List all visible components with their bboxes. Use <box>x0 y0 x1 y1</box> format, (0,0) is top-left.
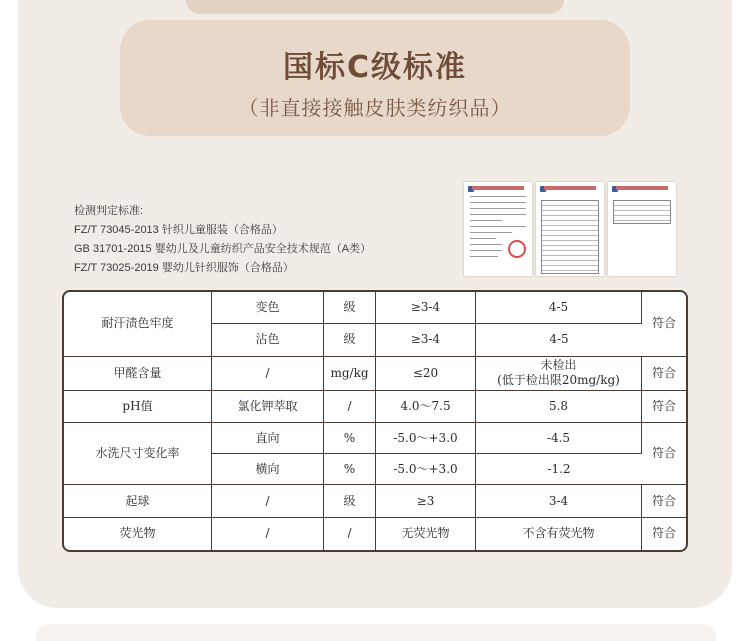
standard-item: FZ/T 73045-2013 针织儿童服装（合格品） <box>74 224 283 236</box>
standard-cell: ≥3-4 <box>376 292 476 324</box>
verdict-cell: 符合 <box>642 357 686 391</box>
sub-item-cell: / <box>212 518 324 550</box>
standard-cell: -5.0～+3.0 <box>376 454 476 485</box>
page-title: 国标C级标准 <box>282 50 468 85</box>
table-row <box>64 485 686 517</box>
item-cell: 甲醛含量 <box>64 357 212 391</box>
result-cell: 4-5 <box>476 324 642 356</box>
result-cell <box>476 357 642 391</box>
verdict-cell: 符合 <box>642 485 686 517</box>
test-report-thumbnails <box>464 182 676 276</box>
standard-cell: ≥3-4 <box>376 324 476 356</box>
test-report-page-3 <box>608 182 676 276</box>
item-cell: pH值 <box>64 391 212 423</box>
standards-list <box>74 202 371 278</box>
standard-cell: -5.0～+3.0 <box>376 423 476 454</box>
standard-item: GB 31701-2015 婴幼儿及儿童纺织产品安全技术规范（A类） <box>74 243 372 255</box>
standard-cell: 无荧光物 <box>376 518 476 550</box>
next-section-edge <box>36 624 716 641</box>
standard-cell: 4.0～7.5 <box>376 391 476 423</box>
unit-cell: % <box>324 454 376 485</box>
result-cell: -4.5 <box>476 423 642 454</box>
top-tab-decoration <box>186 0 564 14</box>
result-cell: 5.8 <box>476 391 642 423</box>
sub-item-cell: 变色 <box>212 292 324 324</box>
item-cell: 起球 <box>64 485 212 517</box>
red-seal-stamp-icon <box>508 240 526 258</box>
standards-heading: 检测判定标准: <box>74 205 144 217</box>
unit-cell: 级 <box>324 324 376 356</box>
result-note: (低于检出限20mg/kg) <box>497 373 620 388</box>
result-cell: 4-5 <box>476 292 642 324</box>
verdict-cell: 符合 <box>651 526 676 541</box>
table-row <box>64 391 686 423</box>
item-cell: 荧光物 <box>64 518 212 550</box>
sub-item-cell: 直向 <box>212 423 324 454</box>
sub-item-cell: / <box>212 357 324 391</box>
sub-item-cell: 氯化钾萃取 <box>212 391 324 423</box>
test-report-page-2 <box>536 182 604 276</box>
result-cell: 不含有荧光物 <box>476 518 642 550</box>
item-cell: 耐汗渍色牢度 <box>64 292 212 357</box>
standard-cell: ≥3 <box>376 485 476 517</box>
unit-cell: / <box>324 391 376 423</box>
verdict-cell: 符合 <box>642 423 686 485</box>
unit-cell: mg/kg <box>324 357 376 391</box>
test-report-page-1 <box>464 182 532 276</box>
result-cell: 3-4 <box>476 485 642 517</box>
sub-item-cell: 横向 <box>212 454 324 485</box>
verdict-cell: 符合 <box>642 391 686 423</box>
table-row <box>64 423 686 454</box>
sub-item-cell: 沾色 <box>212 324 324 356</box>
unit-cell: % <box>324 423 376 454</box>
unit-cell: 级 <box>324 292 376 324</box>
test-results-table <box>62 290 688 552</box>
standard-item: FZ/T 73025-2019 婴幼儿针织服饰（合格品） <box>74 262 294 274</box>
table-row <box>64 357 686 391</box>
sub-item-cell: / <box>212 485 324 517</box>
standard-cell: ≤20 <box>376 357 476 391</box>
result-line: 未检出 <box>540 358 577 373</box>
unit-cell: / <box>324 518 376 550</box>
result-cell: -1.2 <box>476 454 642 485</box>
item-cell: 水洗尺寸变化率 <box>64 423 212 485</box>
title-banner <box>120 20 630 136</box>
table-row <box>64 518 686 550</box>
unit-cell: 级 <box>324 485 376 517</box>
table-row <box>64 292 686 324</box>
page-subtitle: （非直接接触皮肤类纺织品） <box>238 96 512 120</box>
verdict-cell: 符合 <box>642 292 686 357</box>
